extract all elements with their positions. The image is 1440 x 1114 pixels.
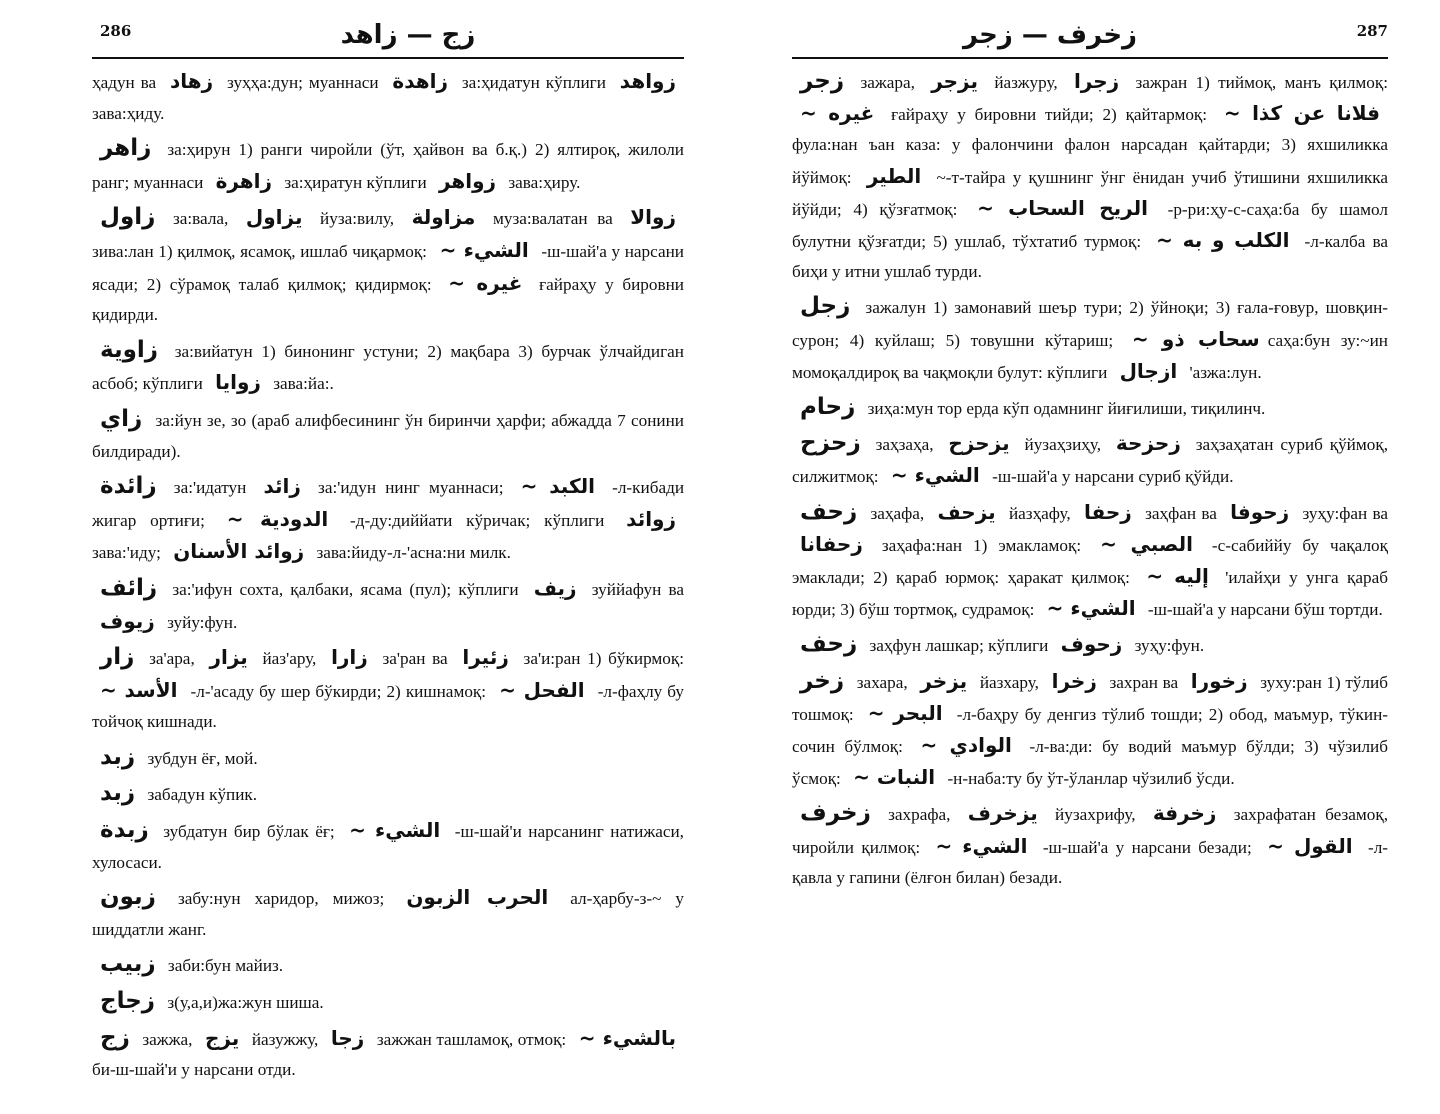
dictionary-entry: [92, 335, 684, 400]
entry-text: заҳзаҳатан суриб қўймоқ, силжитмоқ:: [792, 435, 1388, 487]
arabic-form: زيوف: [100, 608, 155, 633]
arabic-form: الشيء ~: [349, 818, 441, 843]
arabic-form: زحزحة: [1115, 431, 1181, 456]
entry-text: -ш-шай'а у нарсани безади;: [1035, 837, 1260, 857]
entry-text: захран ва: [1104, 672, 1183, 692]
arabic-form: يزجر: [931, 69, 979, 93]
headword-arabic: زائدة: [100, 473, 157, 500]
entry-text: -ш-шай'а у нарсани ясади; 2) сўрамоқ талаб қилмоқ; қидирмоқ:: [92, 241, 684, 294]
entry-text: фула:нан ъан каза: у фалончини фалон нарсадан қайтарди; 3) яхшиликка йўймоқ:: [792, 135, 1388, 187]
arabic-form: زحفانا: [800, 531, 863, 556]
entry-text: зава:йа:.: [268, 374, 334, 394]
arabic-form: زوائد الأسنان: [173, 539, 305, 564]
entry-text: за:йун зе, зо (араб алифбесининг ўн биринчи ҳарфи; абжадда 7 сонини билдиради).: [92, 410, 684, 461]
dictionary-entry: [792, 798, 1388, 893]
headword-arabic: زحزح: [800, 430, 861, 457]
arabic-form: الحرب الزبون: [406, 885, 549, 910]
arabic-form: زحفا: [1083, 499, 1132, 524]
headword-arabic: زحام: [800, 394, 856, 421]
entry-text: заби:бун майиз.: [163, 956, 284, 976]
arabic-form: سحاب ذو ~: [1131, 326, 1260, 351]
entry-text: би-ш-шай'и у нарсани отди.: [92, 1060, 296, 1080]
arabic-form: الشيء ~: [439, 237, 529, 262]
entry-text: -л-фаҳлу бу тойчоқ кишнади.: [92, 681, 684, 732]
arabic-form: زحوفا: [1230, 499, 1290, 524]
arabic-form: زخرا: [1051, 668, 1097, 693]
entry-text: йазжуру,: [986, 73, 1066, 92]
dictionary-entry: [92, 642, 684, 738]
arabic-form: الفحل ~: [499, 677, 585, 702]
arabic-form: الدودية ~: [226, 506, 329, 531]
entry-text: -с-сабиййу бу чақалоқ эмаклади; 2) қараб юрмоқ: ҳаракат қилмоқ:: [792, 535, 1388, 588]
entry-text: заҳафа,: [865, 503, 930, 523]
arabic-form: بالشيء ~: [578, 1025, 676, 1050]
arabic-form: زهاد: [170, 69, 214, 93]
arabic-form: زارا: [331, 645, 368, 670]
entry-text: ғайраҳу у бировни қидирди.: [92, 274, 684, 325]
entry-text: забу:нун харидор, мижоз;: [163, 889, 399, 909]
entry-text: -н-наба:ту бу ўт-ўланлар чўзилиб ўсди.: [943, 769, 1235, 789]
headword-arabic: زجر: [800, 68, 845, 94]
entry-text: зиҳа:мун тор ерда кўп одамнинг йиғилиши, тиқилинч.: [863, 399, 1266, 419]
headword-arabic: زحف: [800, 498, 858, 525]
dictionary-entry: [92, 471, 684, 569]
entry-text: -л-баҳру бу денгиз тўлиб тошди; 2) обод, маъмур, тўкин-сочин бўлмоқ:: [792, 704, 1388, 757]
entry-text: зива:лан 1) қилмоқ, ясамоқ, ишлаб чиқармоқ:: [92, 241, 432, 261]
entry-text: -л-кибади жигар ортиғи;: [92, 478, 685, 530]
arabic-form: غيره ~: [800, 101, 875, 126]
entry-text: зуййафун ва: [584, 579, 684, 599]
dictionary-entry: [92, 404, 684, 467]
dictionary-entry: [92, 986, 684, 1019]
entry-text: за'и:ран 1) бўкирмоқ:: [516, 649, 685, 669]
arabic-form: يزخر: [920, 668, 968, 693]
headword-arabic: زبد: [100, 780, 136, 807]
dictionary-entry: [92, 778, 684, 811]
arabic-form: يزاول: [245, 205, 303, 230]
dictionary-entry: [92, 742, 684, 775]
headword-arabic: زحف: [800, 631, 858, 658]
headword-arabic: زبد: [100, 743, 136, 770]
arabic-form: القول ~: [1267, 833, 1353, 858]
arabic-form: ازجال: [1119, 358, 1178, 383]
entry-text: заҳзаҳа,: [868, 435, 941, 455]
dictionary-entry: [92, 573, 684, 638]
entry-text: зажара,: [852, 73, 924, 92]
dictionary-entry: [792, 66, 1388, 287]
arabic-form: الكبد ~: [520, 474, 595, 499]
arabic-form: الكلب و به ~: [1156, 228, 1290, 253]
entry-text: захрафа,: [878, 805, 960, 825]
arabic-form: زوايا: [215, 370, 261, 395]
arabic-form: فلانا عن كذا ~: [1223, 101, 1381, 126]
headword-arabic: زج: [100, 1024, 130, 1051]
entry-text: за:вала,: [163, 209, 238, 229]
arabic-form: زواهر: [438, 168, 497, 193]
entry-text: йазхару,: [975, 672, 1044, 692]
headword-arabic: زاوية: [100, 336, 159, 363]
entry-text: -л-калба ва биҳи у итни ушлаб турди.: [792, 232, 1388, 282]
header-rule: [792, 57, 1388, 59]
entry-text: за:'ифун сохта, қалбаки, ясама (пул); кўплиги: [165, 579, 526, 599]
page-number: 286: [100, 22, 132, 40]
dictionary-entry: [92, 949, 684, 982]
headword-arabic: زجاج: [100, 988, 156, 1015]
entry-text: за:ҳидатун кўплиги: [456, 73, 612, 92]
entry-text: зажжан ташламоқ, отмоқ:: [372, 1029, 571, 1049]
entry-text: зубдатун бир бўлак ёғ;: [156, 822, 342, 842]
headword-arabic: زاهر: [100, 135, 152, 162]
arabic-form: الشيء ~: [935, 833, 1028, 858]
dictionary-entry: [92, 66, 684, 129]
right-page: [792, 0, 1388, 1114]
entry-text: заҳфан ва: [1139, 503, 1223, 523]
arabic-form: زخورا: [1190, 668, 1248, 693]
headword-arabic: زبون: [100, 884, 156, 911]
arabic-form: الريح السحاب ~: [977, 195, 1148, 220]
entry-text: зажалун 1) замонавий шеър тури; 2) ўйноқи; 3) ғала-ғовур, шовқин-сурон; 4) куйлаш; 5) товушни кўтариш;: [792, 298, 1388, 350]
entry-text: ~-т-тайра у қушнинг ўнг ёнидан учиб ўтишини яхшиликка йўйди; 4) қўзғатмоқ:: [792, 167, 1388, 219]
entry-text: -ш-шай'а у нарсани бўш тортди.: [1143, 600, 1383, 620]
entry-text: саҳа:бун зу:~ин момоқалдироқ ва чақмоқли булут: кўплиги: [792, 330, 1388, 382]
arabic-form: النبات ~: [853, 765, 936, 790]
entry-text: йузаҳзиҳу,: [1017, 435, 1108, 455]
arabic-form: الشيء ~: [1046, 596, 1136, 621]
entry-text: ғайраҳу у бировни тийди; 2) қайтармоқ:: [882, 105, 1216, 125]
arabic-form: زوائد: [626, 506, 677, 531]
entry-text: муза:валатан ва: [483, 209, 623, 229]
headword-arabic: زبدة: [100, 817, 149, 844]
right-page-body: [792, 66, 1388, 897]
entry-text: -д-ду:диййати кўричак; кўплиги: [336, 510, 619, 530]
entry-text: зажжа,: [137, 1029, 197, 1049]
entry-text: йазужжу,: [247, 1029, 323, 1049]
entry-text: зуҳу:фан ва: [1297, 503, 1388, 523]
arabic-form: يزحف: [937, 499, 996, 524]
running-head: زخرف — زجر: [962, 20, 1138, 50]
headword-arabic: زاول: [100, 204, 156, 231]
arabic-form: زخرفة: [1152, 801, 1217, 826]
entry-text: з(у,а,и)жа:жун шиша.: [163, 993, 324, 1013]
entry-text: зава:'иду;: [92, 543, 166, 563]
arabic-form: غيره ~: [448, 270, 523, 295]
entry-text: зава:ҳиру.: [504, 172, 581, 192]
entry-text: зава:ҳиду.: [92, 103, 165, 123]
arabic-form: الصبي ~: [1100, 531, 1193, 556]
dictionary-entry: [792, 428, 1388, 492]
entry-text: зуҳҳа:дун; муаннаси: [221, 73, 385, 92]
entry-text: зажран 1) тиймоқ, манъ қилмоқ:: [1127, 73, 1388, 92]
dictionary-entry: [92, 202, 684, 330]
entry-text: за:ҳиратун кўплиги: [280, 172, 431, 192]
entry-text: йузахрифу,: [1045, 805, 1145, 825]
entry-text: за'ран ва: [375, 649, 455, 669]
dictionary-entry: [792, 392, 1388, 424]
headword-arabic: زائف: [100, 574, 158, 601]
entry-text: заҳфун лашкар; кўплиги: [865, 636, 1053, 656]
entry-text: заҳафа:нан 1) эмакламоқ:: [870, 535, 1093, 555]
dictionary-entry: [792, 666, 1388, 795]
arabic-form: يزخرف: [967, 801, 1038, 826]
dictionary-entry: [92, 815, 684, 878]
arabic-form: زجا: [330, 1025, 365, 1050]
arabic-form: الأسد ~: [100, 677, 178, 702]
running-head: زج — زاهد: [340, 20, 476, 50]
headword-arabic: زار: [100, 644, 135, 671]
left-page: [92, 0, 684, 1114]
entry-text: зуйу:фун.: [162, 612, 238, 632]
arabic-form: مزاولة: [411, 205, 476, 230]
dictionary-entry: [792, 291, 1388, 388]
entry-text: йазҳафу,: [1003, 503, 1076, 523]
entry-text: 'азжа:лун.: [1185, 362, 1262, 382]
headword-arabic: زخرف: [800, 800, 871, 827]
entry-text: за:ҳирун 1) ранги чиройли (ўт, ҳайвон ва б.қ.) 2) ялтироқ, жилоли ранг; муаннаси: [92, 140, 684, 192]
entry-text: захрафатан безамоқ, чиройли қилмоқ:: [792, 805, 1388, 857]
entry-text: -ш-шай'а у нарсани суриб қўйди.: [987, 467, 1234, 487]
entry-text: -л-'асаду бу шер бўкирди; 2) кишнамоқ:: [185, 681, 492, 701]
arabic-form: يزج: [204, 1025, 240, 1050]
left-page-body: [92, 66, 684, 1090]
entry-text: за:вийатун 1) бинонинг устуни; 2) мақбара 3) бурчак ўлчайдиган асбоб; кўплиги: [92, 341, 684, 394]
arabic-form: زحوف: [1060, 632, 1123, 657]
entry-text: захара,: [852, 672, 913, 692]
arabic-form: زواهد: [619, 69, 677, 93]
arabic-form: إليه ~: [1146, 564, 1209, 589]
entry-text: -р-ри:ҳу-с-саҳа:ба бу шамол булутни қўзғатди; 5) ушлаб, тўхтатиб турмоқ:: [792, 199, 1388, 252]
entry-text: зубдун ёғ, мой.: [143, 748, 258, 768]
entry-text: зуҳу:фун.: [1130, 636, 1205, 656]
dictionary-entry: [92, 133, 684, 198]
entry-text: за'ара,: [142, 649, 202, 669]
entry-text: за:'идун нинг муаннаси;: [308, 478, 513, 498]
dictionary-entry: [792, 629, 1388, 661]
headword-arabic: زخر: [800, 667, 845, 694]
arabic-form: زاهرة: [215, 168, 273, 193]
dictionary-entry: [792, 497, 1388, 626]
arabic-form: يزحزح: [948, 431, 1010, 456]
entry-text: забадун кўпик.: [143, 785, 258, 805]
arabic-form: زجرا: [1073, 69, 1120, 93]
arabic-form: زيف: [533, 575, 577, 600]
entry-text: зава:йиду-л-'асна:ни милк.: [312, 543, 511, 563]
entry-text: -ш-шай'и нарсанинг натижаси, хулосаси.: [92, 822, 684, 872]
arabic-form: الطير: [866, 163, 922, 188]
arabic-form: زئيرا: [462, 645, 509, 670]
entry-text: ҳадун ва: [92, 73, 163, 92]
headword-arabic: زجل: [800, 293, 851, 320]
arabic-form: يزار: [209, 645, 248, 670]
entry-text: ал-ҳарбу-з-~ у шиддатли жанг.: [92, 889, 684, 939]
dictionary-entry: [92, 1023, 684, 1086]
arabic-form: الشيء ~: [890, 463, 980, 488]
arabic-form: البحر ~: [867, 700, 943, 725]
headword-arabic: زبيب: [100, 951, 156, 978]
entry-text: -л-ва:ди: бу водий маъмур бўлди; 3) чўзилиб ўсмоқ:: [792, 737, 1388, 789]
arabic-form: زوالا: [630, 205, 676, 230]
entry-text: за:'идатун: [164, 478, 256, 498]
entry-text: зуху:ран 1) тўлиб тошмоқ:: [792, 672, 1388, 724]
page-number: 287: [1356, 22, 1388, 40]
header-rule: [92, 57, 684, 59]
headword-arabic: زاي: [100, 405, 143, 432]
entry-text: -л-қавла у гапини (ёлғон билан) безади.: [792, 837, 1389, 887]
entry-text: 'илайҳи у унга қараб юрди; 3) бўш тортмоқ, судрамоқ:: [792, 568, 1388, 620]
entry-text: йаз'ару,: [255, 649, 324, 669]
arabic-form: الوادي ~: [920, 733, 1012, 758]
dictionary-entry: [92, 882, 684, 945]
arabic-form: زاهدة: [392, 69, 449, 93]
arabic-form: زائد: [263, 474, 301, 499]
entry-text: йуза:вилу,: [310, 209, 404, 229]
